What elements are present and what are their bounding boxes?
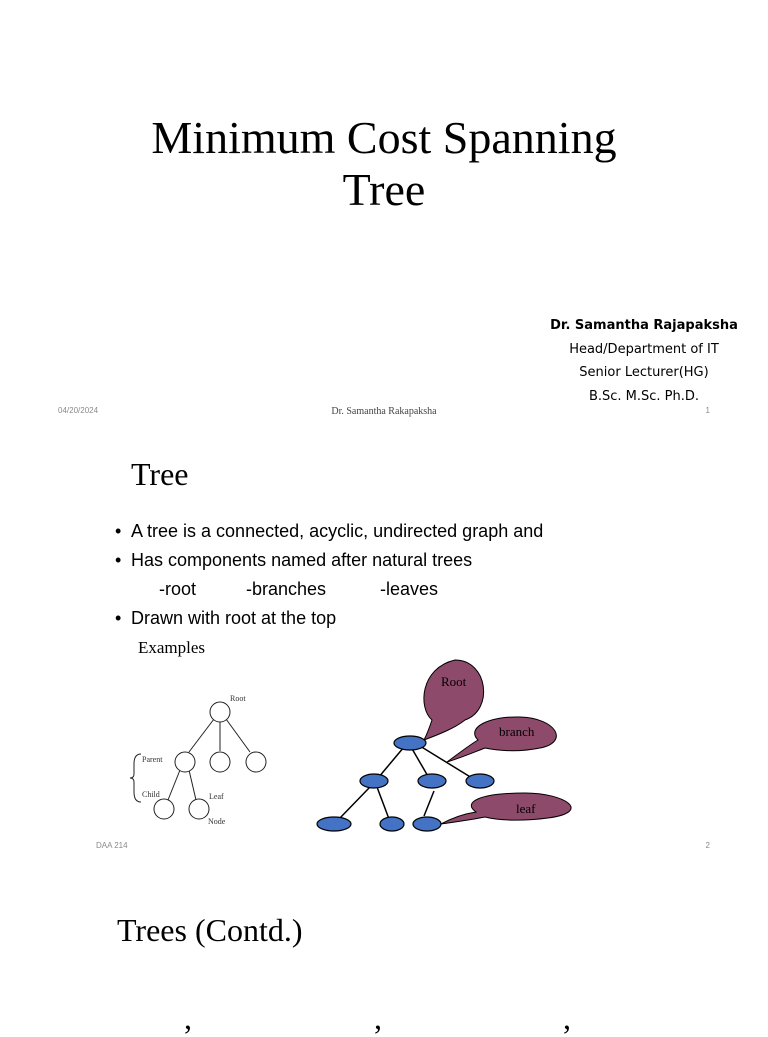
edge — [377, 787, 389, 819]
tree-node — [317, 817, 351, 831]
examples-label: Examples — [138, 638, 206, 657]
bullet-dot: • — [115, 550, 122, 570]
bullet-text: A tree is a connected, acyclic, undirected graph and — [131, 521, 544, 541]
edge — [226, 719, 250, 752]
tree-node — [175, 752, 195, 772]
title-line-2: Tree — [342, 164, 426, 215]
page-number: 2 — [705, 841, 710, 850]
tree-diagram-outline — [130, 694, 266, 826]
title-line-1: Minimum Cost Spanning — [151, 112, 617, 163]
tree-node — [210, 702, 230, 722]
callout-root — [424, 660, 484, 740]
callout-label-branch: branch — [499, 724, 535, 739]
edge — [411, 747, 429, 778]
partial-text: , — [563, 1000, 571, 1036]
footer-presenter: Dr. Samantha Rakapaksha — [331, 406, 437, 417]
slide-title: Trees (Contd.) — [117, 912, 303, 948]
partial-text: , — [184, 1000, 192, 1036]
slide-1 — [0, 0, 768, 428]
bullet-text: Has components named after natural trees — [131, 550, 473, 570]
tree-node — [189, 799, 209, 819]
sub-item-leaves: -leaves — [380, 579, 439, 599]
bullet-dot: • — [115, 521, 122, 541]
tree-node — [380, 817, 404, 831]
footer-course: DAA 214 — [96, 841, 128, 850]
slide-2 — [0, 428, 768, 860]
page-number: 1 — [705, 406, 710, 415]
diagram-label-node: Node — [208, 817, 226, 826]
brace — [130, 754, 141, 802]
edge — [168, 770, 180, 800]
slide-title — [0, 112, 768, 216]
author-position: Head/Department of IT — [569, 341, 719, 357]
tree-node — [418, 774, 446, 788]
edge — [378, 747, 404, 778]
slide-3 — [0, 860, 768, 1036]
tree-node — [210, 752, 230, 772]
sub-item-root: -root — [159, 579, 197, 599]
partial-text: , — [374, 1000, 382, 1036]
tree-diagram-colored — [317, 660, 571, 831]
edge — [189, 770, 196, 800]
callout-label-leaf: leaf — [516, 801, 536, 816]
bullet-text: Drawn with root at the top — [131, 608, 337, 628]
tree-node — [413, 817, 441, 831]
diagram-label-child: Child — [142, 790, 160, 799]
author-block — [544, 314, 744, 408]
edge — [189, 719, 214, 752]
tree-node — [360, 774, 388, 788]
author-rank: Senior Lecturer(HG) — [579, 365, 709, 380]
edge — [339, 787, 370, 819]
bullet-dot: • — [115, 608, 122, 628]
callout-label-root: Root — [441, 674, 467, 689]
diagram-label-leaf: Leaf — [209, 792, 224, 801]
tree-node — [154, 799, 174, 819]
diagram-label-parent: Parent — [142, 755, 163, 764]
footer-date: 04/20/2024 — [58, 406, 99, 415]
edge — [424, 791, 434, 816]
tree-node — [394, 736, 426, 750]
tree-diagrams — [0, 428, 768, 860]
tree-node — [466, 774, 494, 788]
sub-item-branches: -branches — [246, 579, 327, 599]
callout-leaf — [441, 793, 571, 824]
tree-node — [246, 752, 266, 772]
author-name: Dr. Samantha Rajapaksha — [550, 318, 738, 333]
slide-title: Tree — [131, 456, 189, 492]
diagram-label-root: Root — [230, 694, 246, 703]
author-degrees: B.Sc. M.Sc. Ph.D. — [588, 388, 700, 404]
